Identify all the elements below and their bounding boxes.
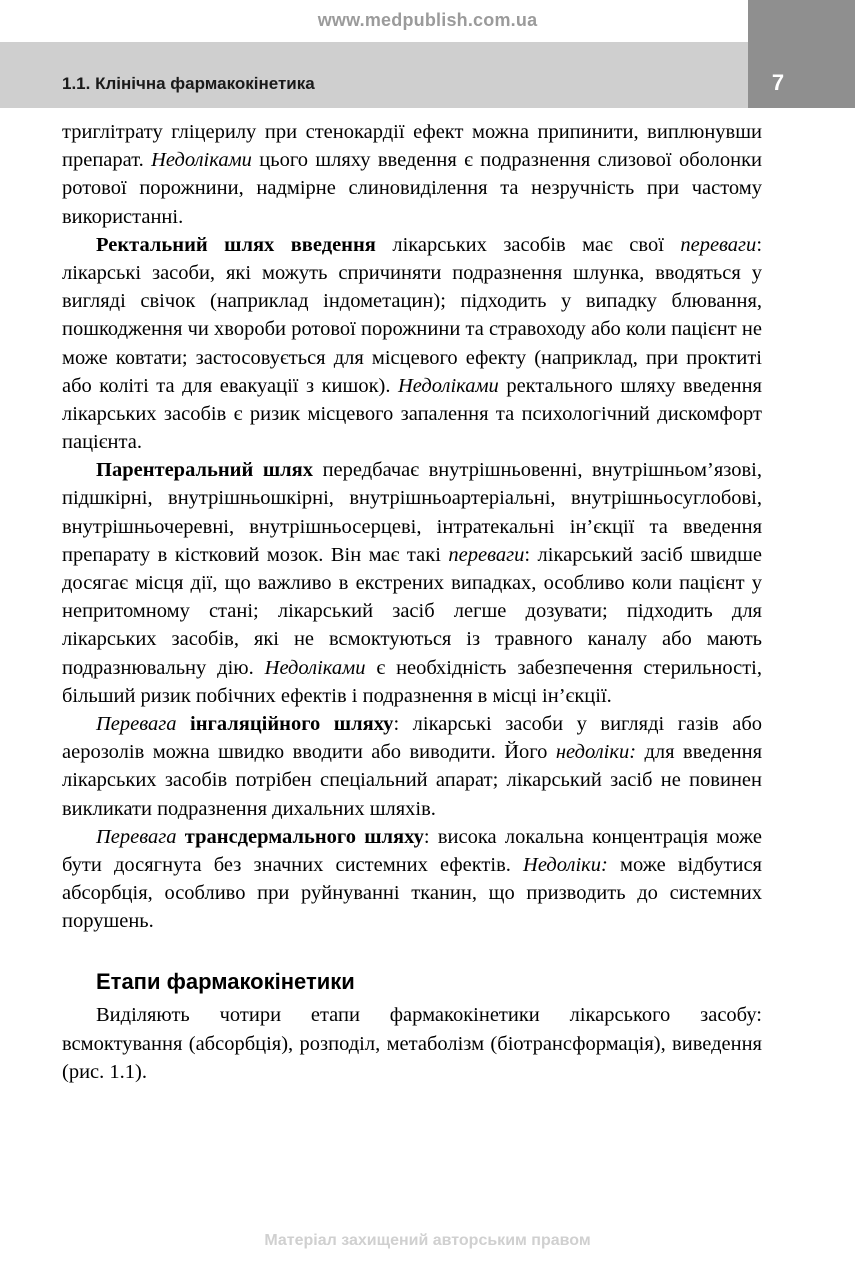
- paragraph-5-a: : висока локальна концентрація може бути досягнута без значних системних ефектів.: [62, 825, 762, 876]
- paragraph-continued: [62, 118, 762, 231]
- paragraph-5-bold: трансдермального шляху: [176, 825, 424, 848]
- paragraph-3-italic: переваги: [448, 543, 525, 566]
- paragraph-4-italic2: недоліки:: [555, 741, 637, 764]
- paragraph-3-b: : лікарський засіб швидше досягає місця дії, що важливо в екстрених випадках, особливо коли пацієнт у непритомному стані; лікарський засіб легше дозувати; підходить для лікарських засобів, які не всмоктуються із травного каналу або мають подразнювальну дію.: [62, 543, 762, 679]
- running-section-title: 1.1. Клінічна фармакокінетика: [62, 74, 315, 93]
- paragraph-5-italic: Перевага: [96, 825, 177, 848]
- paragraph-3-a: передбачає внутрішньовенні, внутрішньом’язові, підшкірні, внутрішньошкірні, внутрішньоартеріальні, внутрішньосуглобові, внутрішньочеревні, внутрішньосерцеві, інтратекальні ін’єкції та введення препарату в кістковий мозок. Він має такі: [62, 459, 762, 566]
- paragraph-2-bold: Ректальний шлях введення: [96, 233, 376, 256]
- paragraph-transdermal-route: [62, 823, 762, 936]
- paragraph-2-italic2: Недоліками: [398, 374, 499, 397]
- section-heading: Етапи фармакокінетики: [96, 969, 355, 995]
- paragraph-stages: Виділяють чотири етапи фармакокінетики лікарського засобу: всмоктування (абсорбція), розподіл, метаболізм (біотрансформація), виведення (рис. 1.1).: [62, 1004, 762, 1083]
- paragraph-2-italic: переваги: [680, 233, 757, 256]
- paragraph-rectal-route: [62, 231, 762, 457]
- paragraph-5-italic2: Недоліки:: [523, 853, 608, 876]
- paragraph-4-italic: Перевага: [96, 712, 177, 735]
- paragraph-3-bold: Парентеральний шлях: [96, 459, 313, 482]
- paragraph-3-c: є необхідність забезпечення стерильності, більший ризик побічних ефектів і подразнення в місці ін’єкції.: [62, 656, 762, 707]
- paragraph-1-text: триглітрату гліцерилу при стенокардії ефект можна припинити, виплюнувши препарат.: [62, 121, 762, 172]
- paragraph-parenteral-route: [62, 456, 762, 710]
- paragraph-2-b: : лікарські засоби, які можуть спричиняти подразнення шлунка, вводяться у вигляді свічок (наприклад індометацин); підходить у випадку блювання, пошкодження чи хвороби ротової порожнини та стравоходу або коли пацієнт не може ковтати; застосовується для місцевого ефекту (наприклад, при проктиті або коліті та для евакуації з кишок).: [62, 233, 763, 397]
- paragraph-4-a: : лікарські засоби у вигляді газів або аерозолів можна швидко вводити або виводити. Його: [62, 712, 762, 764]
- page-number: 7: [771, 70, 785, 95]
- paragraph-5-b: може відбутися абсорбція, особливо при руйнуванні тканин, що призводить до системних порушень.: [62, 853, 762, 933]
- paragraph-4-bold: інгаляційного шляху: [176, 712, 394, 735]
- paragraph-2-c: ректального шляху введення лікарських засобів є ризик місцевого запалення та психологічний дискомфорт пацієнта.: [62, 374, 762, 454]
- paragraph-1-rest: цього шляху введення є подразнення слизової оболонки ротової порожнини, надмірне слиновиділення та незручність при частому використанні.: [62, 149, 763, 228]
- paragraph-2-a: лікарських засобів має свої: [375, 233, 681, 256]
- copyright-watermark: Матеріал захищений авторським правом: [264, 1232, 591, 1249]
- paragraph-4-b: для введення лікарських засобів потрібен спеціальний апарат; лікарський засіб не повинен викликати подразнення дихальних шляхів.: [62, 741, 762, 820]
- paragraph-inhalation-route: [62, 710, 762, 823]
- paragraph-1-italic: Недоліками: [151, 149, 252, 172]
- site-url-watermark: www.medpublish.com.ua: [317, 10, 538, 30]
- page-content: [62, 118, 762, 1086]
- paragraph-3-italic2: Недоліками: [264, 656, 366, 679]
